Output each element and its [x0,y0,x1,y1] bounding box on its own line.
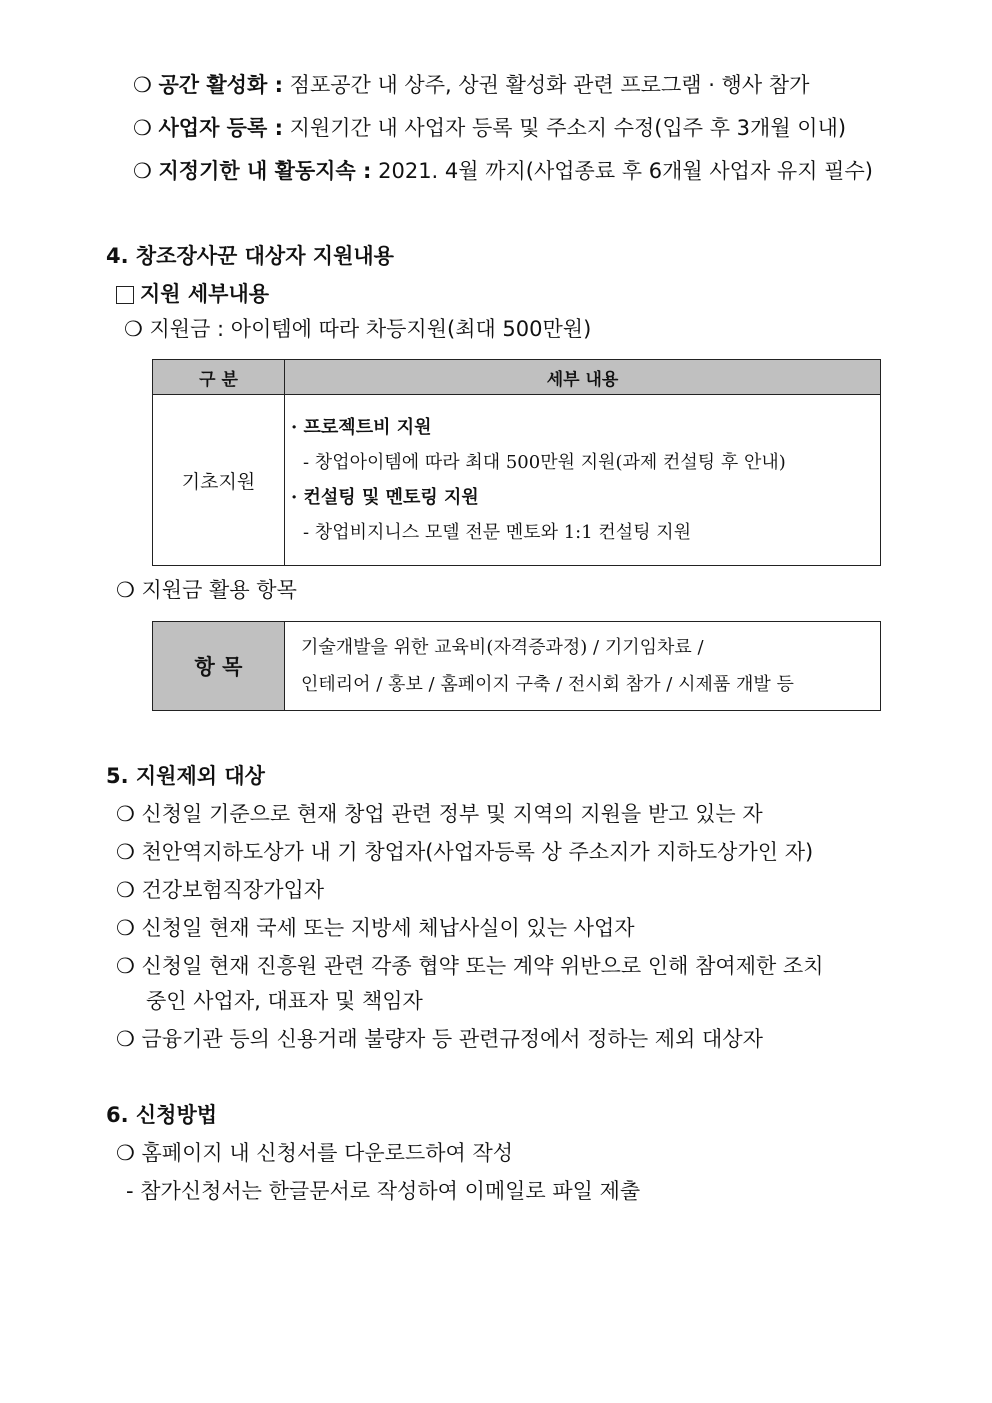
item-business-registration [133,113,846,143]
exclusion-item: ❍ 신청일 현재 진흥원 관련 각종 협약 또는 계약 위반으로 인해 참여제한 조치 [116,954,824,978]
exclusion-item: ❍ 신청일 현재 국세 또는 지방세 체납사실이 있는 사업자 [116,916,635,940]
table-cell-details [285,395,881,566]
detail-consulting: · 컨설팅 및 멘토링 지원 [291,487,479,508]
item-text: 지원기간 내 사업자 등록 및 주소지 수정(입주 후 3개월 이내) [289,116,847,140]
item-label: 지정기한 내 활동지속 : [158,159,372,183]
item-label: 공간 활성화 : [158,73,283,97]
subheading-text: 지원 세부내용 [140,282,270,306]
usage-table-content [285,622,881,711]
usage-line-2: 인테리어 / 홍보 / 홈페이지 구축 / 전시회 참가 / 시제품 개발 등 [301,674,794,695]
item-activity-duration [133,156,873,186]
bullet-marker: ❍ [133,116,152,140]
usage-table-header: 항 목 [153,622,285,711]
exclusion-item: ❍ 건강보험직장가입자 [116,878,325,902]
bullet-marker: ❍ [133,73,152,97]
item-text: 점포공간 내 상주, 상권 활성화 관련 프로그램 · 행사 참가 [289,73,810,97]
section4-heading: 4. 창조장사꾼 대상자 지원내용 [106,244,394,268]
exclusion-item-continued: 중인 사업자, 대표자 및 책임자 [146,989,423,1013]
item-label: 사업자 등록 : [158,116,283,140]
exclusion-item: ❍ 신청일 기준으로 현재 창업 관련 정부 및 지역의 지원을 받고 있는 자 [116,802,763,826]
exclusion-item: ❍ 천안역지하도상가 내 기 창업자(사업자등록 상 주소지가 지하도상가인 자) [116,840,814,864]
table-cell-category: 기초지원 [153,395,285,566]
section5-heading: 5. 지원제외 대상 [106,764,265,788]
usage-table [152,621,881,711]
application-subitem: - 참가신청서는 한글문서로 작성하여 이메일로 파일 제출 [126,1179,641,1203]
section4-subheading [116,279,269,309]
application-item: ❍ 홈페이지 내 신청서를 다운로드하여 작성 [116,1141,514,1165]
bullet-marker: ❍ [133,159,152,183]
usage-line-1: 기술개발을 위한 교육비(자격증과정) / 기기임차료 / [301,637,704,658]
table-header-details: 세부 내용 [285,360,881,395]
item-space-activation [133,70,809,100]
section6-heading: 6. 신청방법 [106,1103,218,1127]
exclusion-item: ❍ 금융기관 등의 신용거래 불량자 등 관련규정에서 정하는 제외 대상자 [116,1027,763,1051]
support-detail-table [152,359,881,566]
fund-line: ❍ 지원금 : 아이템에 따라 차등지원(최대 500만원) [124,317,592,341]
detail-project-fund-desc: - 창업아이템에 따라 최대 500만원 지원(과제 컨설팅 후 안내) [303,452,786,473]
detail-project-fund: · 프로젝트비 지원 [291,417,432,438]
item-text: 2021. 4월 까지(사업종료 후 6개월 사업자 유지 필수) [378,159,873,183]
detail-consulting-desc: - 창업비지니스 모델 전문 멘토와 1:1 컨설팅 지원 [303,522,692,543]
checkbox-square-icon [116,286,134,304]
table-header-category: 구 분 [153,360,285,395]
usage-line: ❍ 지원금 활용 항목 [116,578,297,602]
